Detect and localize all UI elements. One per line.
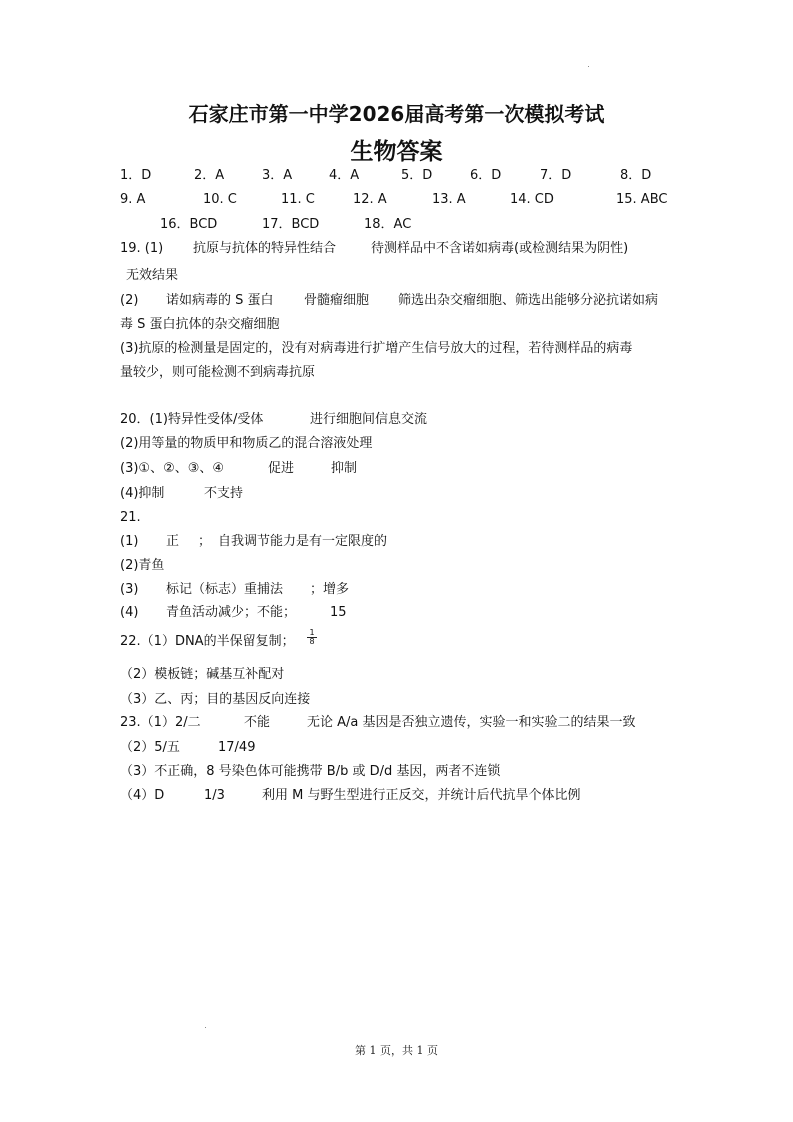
q23-answer: 23.（1）2/二: [120, 715, 201, 730]
q20-answer: (3)①、②、③、④: [120, 461, 225, 476]
mc-answer: 18．AC: [364, 217, 412, 232]
q22-answer: 22.（1）DNA的半保留复制；: [120, 634, 295, 649]
fraction-one-eighth: [307, 629, 317, 646]
mc-answer: 13. A: [432, 192, 466, 207]
q21-sub-label: (3): [120, 582, 139, 597]
q20-answer: (4)抑制: [120, 486, 165, 501]
q19-sub-label: (2): [120, 293, 139, 308]
q23-answer: （4）D: [120, 788, 165, 803]
q21-sub-label: (1): [120, 534, 139, 549]
mc-answer: 3．A: [262, 168, 293, 183]
page-footer: 第 1 页，共 1 页: [355, 1044, 438, 1057]
q21-answer: ；: [198, 534, 212, 549]
q23-answer: 不能: [244, 715, 271, 730]
q23-answer: 无论 A/a 基因是否独立遗传，实验一和实验二的结果一致: [307, 715, 636, 730]
q20-answer: 不支持: [204, 486, 244, 501]
q19-answer: 待测样品中不含诺如病毒(或检测结果为阴性): [371, 241, 629, 256]
mc-answer: 5．D: [401, 168, 433, 183]
q21-answer: 15: [330, 605, 347, 620]
q21-answer: 青鱼活动减少；不能；: [166, 605, 297, 620]
mc-answer: 4．A: [329, 168, 360, 183]
mc-answer: 16．BCD: [160, 217, 218, 232]
q21-answer: ；增多: [310, 582, 350, 597]
scan-speck: [588, 66, 589, 67]
mc-answer: 10. C: [203, 192, 237, 207]
mc-answer: 9. A: [120, 192, 146, 207]
q19-answer: 抗原与抗体的特异性结合: [193, 241, 337, 256]
q21-sub-label: (4): [120, 605, 139, 620]
q20-answer: 促进: [268, 461, 295, 476]
q23-answer: 利用 M 与野生型进行正反交，并统计后代抗旱个体比例: [262, 788, 581, 803]
q20-answer: 进行细胞间信息交流: [310, 412, 428, 427]
q20-answer: 抑制: [331, 461, 358, 476]
q21-answer: 标记（标志）重捕法: [166, 582, 284, 597]
q21-answer: (2)青鱼: [120, 558, 165, 573]
q22-answer: （3）乙、丙；目的基因反向连接: [120, 692, 311, 707]
q23-answer: 1/3: [204, 788, 225, 803]
q21-answer: 自我调节能力是有一定限度的: [218, 534, 388, 549]
fraction-denominator: 8: [309, 637, 315, 646]
q19-answer: 筛选出杂交瘤细胞、筛选出能够分泌抗诺如病: [398, 293, 659, 308]
mc-answer: 11. C: [281, 192, 315, 207]
fraction-numerator: 1: [307, 629, 317, 638]
q20-answer: (2)用等量的物质甲和物质乙的混合溶液处理: [120, 436, 373, 451]
q23-answer: （2）5/五: [120, 740, 180, 755]
q19-label: 19. (1): [120, 241, 164, 256]
q19-answer: (3)抗原的检测量是固定的，没有对病毒进行扩增产生信号放大的过程，若待测样品的病毒: [120, 341, 633, 356]
mc-answer: 15. ABC: [616, 192, 668, 207]
q20-answer: 20．(1)特异性受体/受体: [120, 412, 264, 427]
mc-answer: 8．D: [620, 168, 652, 183]
mc-answer: 1．D: [120, 168, 152, 183]
q19-answer: 无效结果: [126, 268, 179, 283]
mc-answer: 2．A: [194, 168, 225, 183]
page-title: 石家庄市第一中学2026届高考第一次模拟考试: [188, 102, 605, 126]
q23-answer: 17/49: [218, 740, 256, 755]
q21-label: 21.: [120, 510, 141, 525]
mc-answer: 14. CD: [510, 192, 554, 207]
mc-answer: 7．D: [540, 168, 572, 183]
page-subtitle: 生物答案: [350, 139, 443, 165]
q19-answer: 骨髓瘤细胞: [304, 293, 370, 308]
q23-answer: （3）不正确，8 号染色体可能携带 B/b 或 D/d 基因，两者不连锁: [120, 764, 501, 779]
q21-answer: 正: [166, 534, 180, 549]
scan-speck: [205, 1027, 206, 1028]
q22-answer: （2）模板链；碱基互补配对: [120, 667, 285, 682]
q19-answer: 毒 S 蛋白抗体的杂交瘤细胞: [120, 317, 280, 332]
mc-answer: 6．D: [470, 168, 502, 183]
q19-answer: 诺如病毒的 S 蛋白: [166, 293, 274, 308]
q19-answer: 量较少，则可能检测不到病毒抗原: [120, 365, 316, 380]
mc-answer: 12. A: [353, 192, 387, 207]
mc-answer: 17．BCD: [262, 217, 320, 232]
